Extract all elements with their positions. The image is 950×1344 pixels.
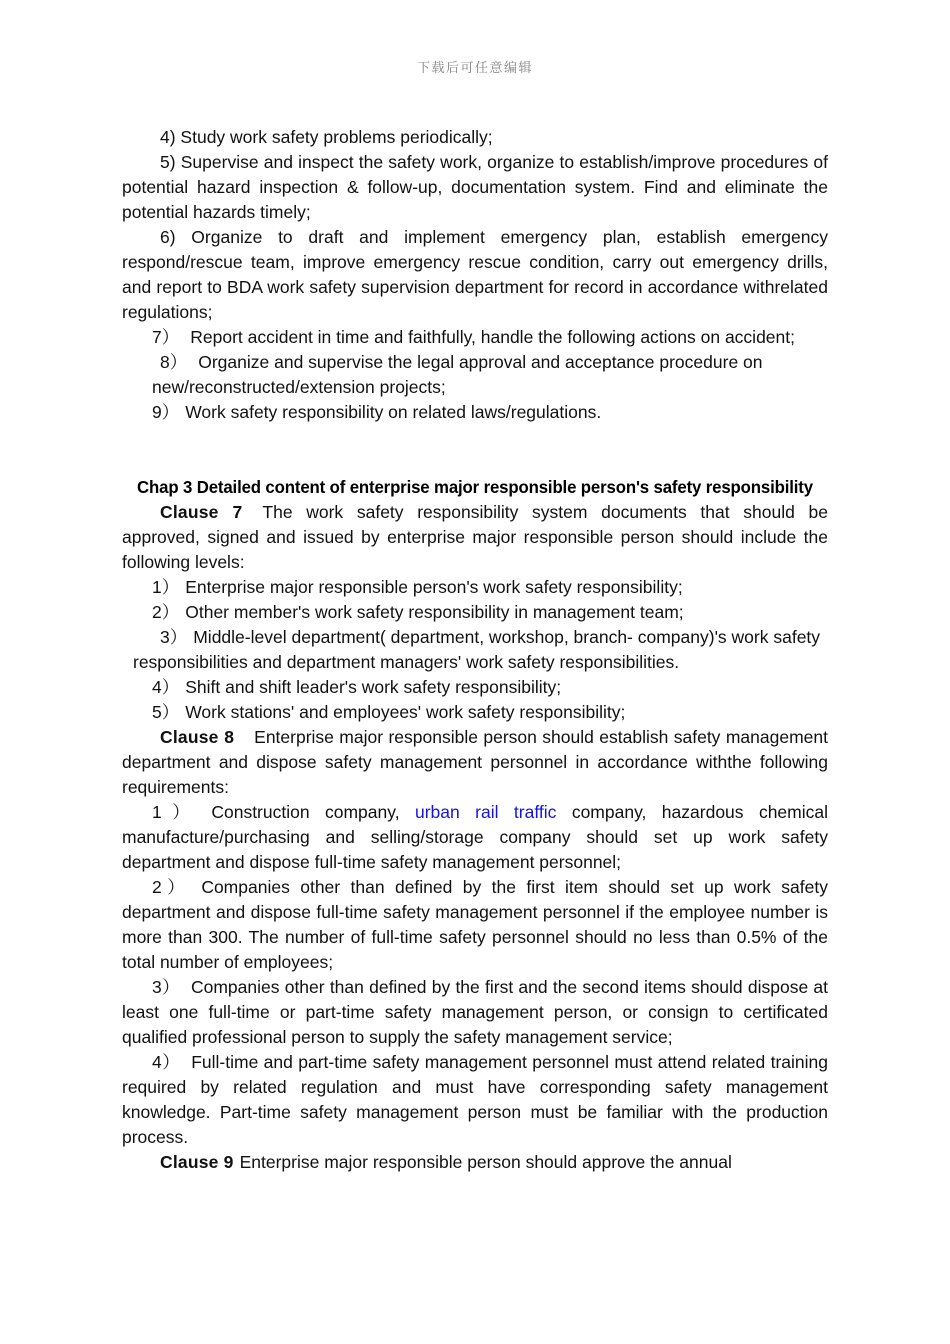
clause-7-item-4-text: Shift and shift leader's work safety responsibility; (185, 677, 562, 697)
clause-7-item-1-text: Enterprise major responsible person's work safety responsibility; (185, 577, 683, 597)
clause-7-label: Clause 7 (160, 502, 243, 522)
clause-7-paragraph (122, 500, 828, 575)
document-body (122, 125, 828, 1175)
clause-7-item-5-marker: 5） (152, 702, 180, 722)
clause-8-item-2-marker: 2） (152, 877, 191, 897)
clause-7-item-4 (122, 675, 828, 700)
clause-7-item-1-marker: 1） (152, 577, 180, 597)
clause-8-item-1-marker: 1） (152, 802, 201, 822)
clause-8-item-4-marker: 4） (152, 1052, 181, 1072)
section-spacer (122, 425, 828, 475)
clause-7-item-2-marker: 2） (152, 602, 180, 622)
clause-8-item-1-text-before: Construction company, (211, 802, 415, 822)
list-item-7-marker: 7） (152, 327, 180, 347)
list-item-6 (122, 225, 828, 325)
clause-7-item-5 (122, 700, 828, 725)
clause-8-item-1 (122, 800, 828, 875)
clause-7-item-2 (122, 600, 828, 625)
clause-9-text: Enterprise major responsible person should approve the annual (239, 1152, 732, 1172)
clause-8-item-4 (122, 1050, 828, 1150)
clause-7-item-3-marker: 3） (160, 627, 188, 647)
clause-7-intro: The work safety responsibility system documents that should be approved, signed and issued by enterprise major responsible person should include the following levels: (122, 502, 828, 572)
clause-8-item-1-text-after: company, hazardous chemical manufacture/purchasing and selling/storage company should set up work safety department and dispose full-time safety management personnel; (122, 802, 829, 872)
list-item-7 (122, 325, 828, 350)
clause-8-label: Clause 8 (160, 727, 235, 747)
clause-9-paragraph (122, 1150, 828, 1175)
list-item-4 (122, 125, 828, 150)
list-item-8-text: Organize and supervise the legal approval and acceptance procedure on new/reconstructed/extension projects; (152, 352, 763, 397)
chapter-heading: Chap 3 Detailed content of enterprise major responsible person's safety responsibility (137, 477, 813, 497)
clause-8-item-4-text: Full-time and part-time safety management personnel must attend related training required by related regulation and must have corresponding safety management knowledge. Part-time safety management person must be familiar with the production process. (122, 1052, 828, 1147)
clause-9-label: Clause 9 (160, 1152, 234, 1172)
clause-8-item-3-marker: 3） (152, 977, 180, 997)
list-item-9-text: Work safety responsibility on related laws/regulations. (185, 402, 602, 422)
clause-8-item-2 (122, 875, 828, 975)
clause-8-item-3-text: Companies other than defined by the first and the second items should dispose at least one full-time or part-time safety management person, or consign to certificated qualified professional person to supply the safety management service; (122, 977, 829, 1047)
clause-7-item-4-marker: 4） (152, 677, 180, 697)
clause-8-item-3 (122, 975, 828, 1050)
clause-7-item-3-text: Middle-level department( department, workshop, branch- company)'s work safety responsibilities and department managers' work safety responsibilities. (133, 627, 821, 672)
clause-8-item-1-highlight: urban rail traffic (415, 802, 557, 822)
clause-8-intro: Enterprise major responsible person should establish safety management department and dispose safety management personnel in accordance withthe following requirements: (122, 727, 828, 797)
clause-7-item-3 (122, 625, 828, 675)
list-item-6-text: 6) Organize to draft and implement emergency plan, establish emergency respond/rescue team, improve emergency rescue condition, carry out emergency drills, and report to BDA work safety supervision department for record in accordance withrelated regulations; (122, 227, 828, 322)
list-item-8-marker: 8） (160, 352, 188, 372)
page-running-header: 下载后可任意编辑 (416, 61, 533, 76)
clause-7-item-1 (122, 575, 828, 600)
list-item-5-text: 5) Supervise and inspect the safety work, organize to establish/improve procedures of potential hazard inspection & follow-up, documentation system. Find and eliminate the potential hazards timely; (122, 152, 828, 222)
list-item-5 (122, 150, 828, 225)
list-item-4-text: 4) Study work safety problems periodically; (160, 127, 493, 147)
clause-8-paragraph (122, 725, 828, 800)
list-item-9 (122, 400, 828, 425)
list-item-7-text: Report accident in time and faithfully, handle the following actions on accident; (190, 327, 795, 347)
list-item-9-marker: 9） (152, 402, 180, 422)
clause-7-item-5-text: Work stations' and employees' work safety responsibility; (185, 702, 626, 722)
clause-8-item-2-text: Companies other than defined by the first item should set up work safety department and dispose full-time safety management personnel if the employee number is more than 300. The number of full-time safety personnel should no less than 0.5% of the total number of employees; (122, 877, 828, 972)
clause-7-item-2-text: Other member's work safety responsibility in management team; (185, 602, 684, 622)
list-item-8 (122, 350, 828, 400)
